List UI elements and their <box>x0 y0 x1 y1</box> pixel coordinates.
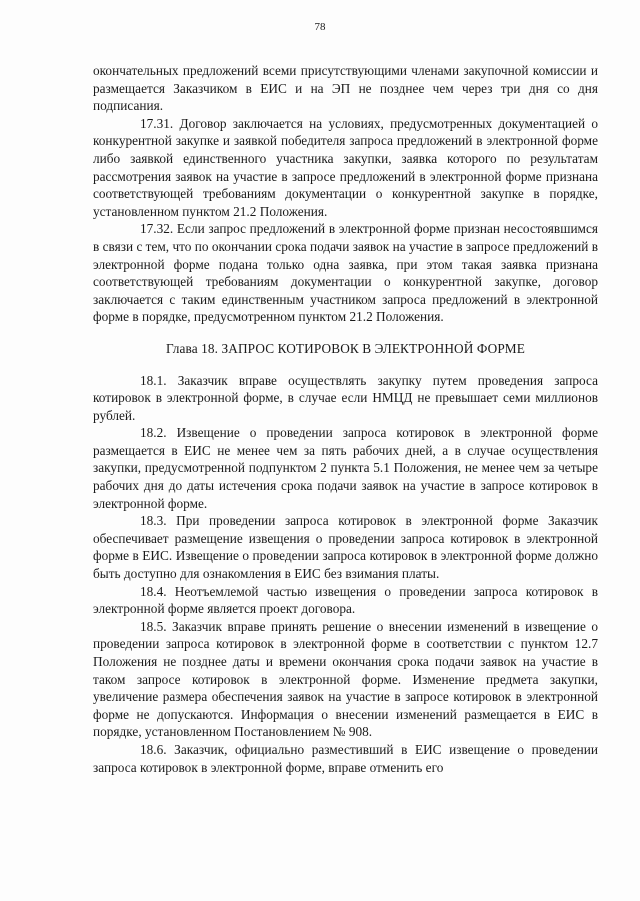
paragraph-18-1: 18.1. Заказчик вправе осуществлять закупку путем проведения запроса котировок в электронной форме, в случае если НМЦД не превышает семи миллионов рублей. <box>93 372 598 423</box>
paragraph-18-3: 18.3. При проведении запроса котировок в электронной форме Заказчик обеспечивает размещение извещения о проведении запроса котировок в электронной форме в ЕИС. Извещение о проведении запроса котировок в электронной форме должно быть доступно для ознакомления в ЕИС без взимания платы. <box>93 513 598 582</box>
paragraph-18-6: 18.6. Заказчик, официально разместивший в ЕИС извещение о проведении запроса котировок в электронной форме, вправе отменить его <box>93 741 598 775</box>
paragraph-18-2: 18.2. Извещение о проведении запроса котировок в электронной форме размещается в ЕИС не менее чем за пять рабочих дней, а в случае осуществления закупки, предусмотренной подпунктом 2 пункта 5.1 Положения, не менее чем за четыре рабочих дня до даты истечения срока подачи заявок на участие в запросе котировок в электронной форме. <box>93 425 598 511</box>
document-body <box>93 62 598 776</box>
paragraph-17-31: 17.31. Договор заключается на условиях, предусмотренных документацией о конкурентной закупке и заявкой победителя запроса предложений в электронной форме либо заявкой единственного участника закупки, заявка которого по результатам рассмотрения заявок на участие в запросе предложений в электронной форме признана соответствующей требованиям документации о конкурентной закупке в порядке, установленном пунктом 21.2 Положения. <box>93 115 598 219</box>
paragraph-continuation: окончательных предложений всеми присутствующими членами закупочной комиссии и размещается Заказчиком в ЕИС и на ЭП не позднее чем через три дня со дня подписания. <box>93 63 598 114</box>
page-number: 78 <box>314 21 326 33</box>
paragraph-17-32: 17.32. Если запрос предложений в электронной форме признан несостоявшимся в связи с тем, что по окончании срока подачи заявок на участие в запросе предложений в электронной форме подана только одна заявка, при этом такая заявка признана соответствующей требованиям документации о конкурентной закупке, договор заключается с таким единственным участником запроса предложений в электронной форме в порядке, предусмотренном пунктом 21.2 Положения. <box>93 221 598 325</box>
paragraph-18-5: 18.5. Заказчик вправе принять решение о внесении изменений в извещение о проведении запроса котировок в электронной форме в соответствии с пунктом 12.7 Положения не позднее даты и времени окончания срока подачи заявок на участие в таком запросе котировок в электронной форме. Изменение предмета закупки, увеличение размера обеспечения заявок на участие в запросе котировок в электронной форме не допускаются. Информация о внесении изменений размещается в ЕИС в порядке, установленном Постановлением № 908. <box>93 618 598 740</box>
paragraph-18-4: 18.4. Неотъемлемой частью извещения о проведении запроса котировок в электронной форме является проект договора. <box>93 583 598 617</box>
chapter-heading: Глава 18. ЗАПРОС КОТИРОВОК В ЭЛЕКТРОННОЙ ФОРМЕ <box>166 340 525 356</box>
